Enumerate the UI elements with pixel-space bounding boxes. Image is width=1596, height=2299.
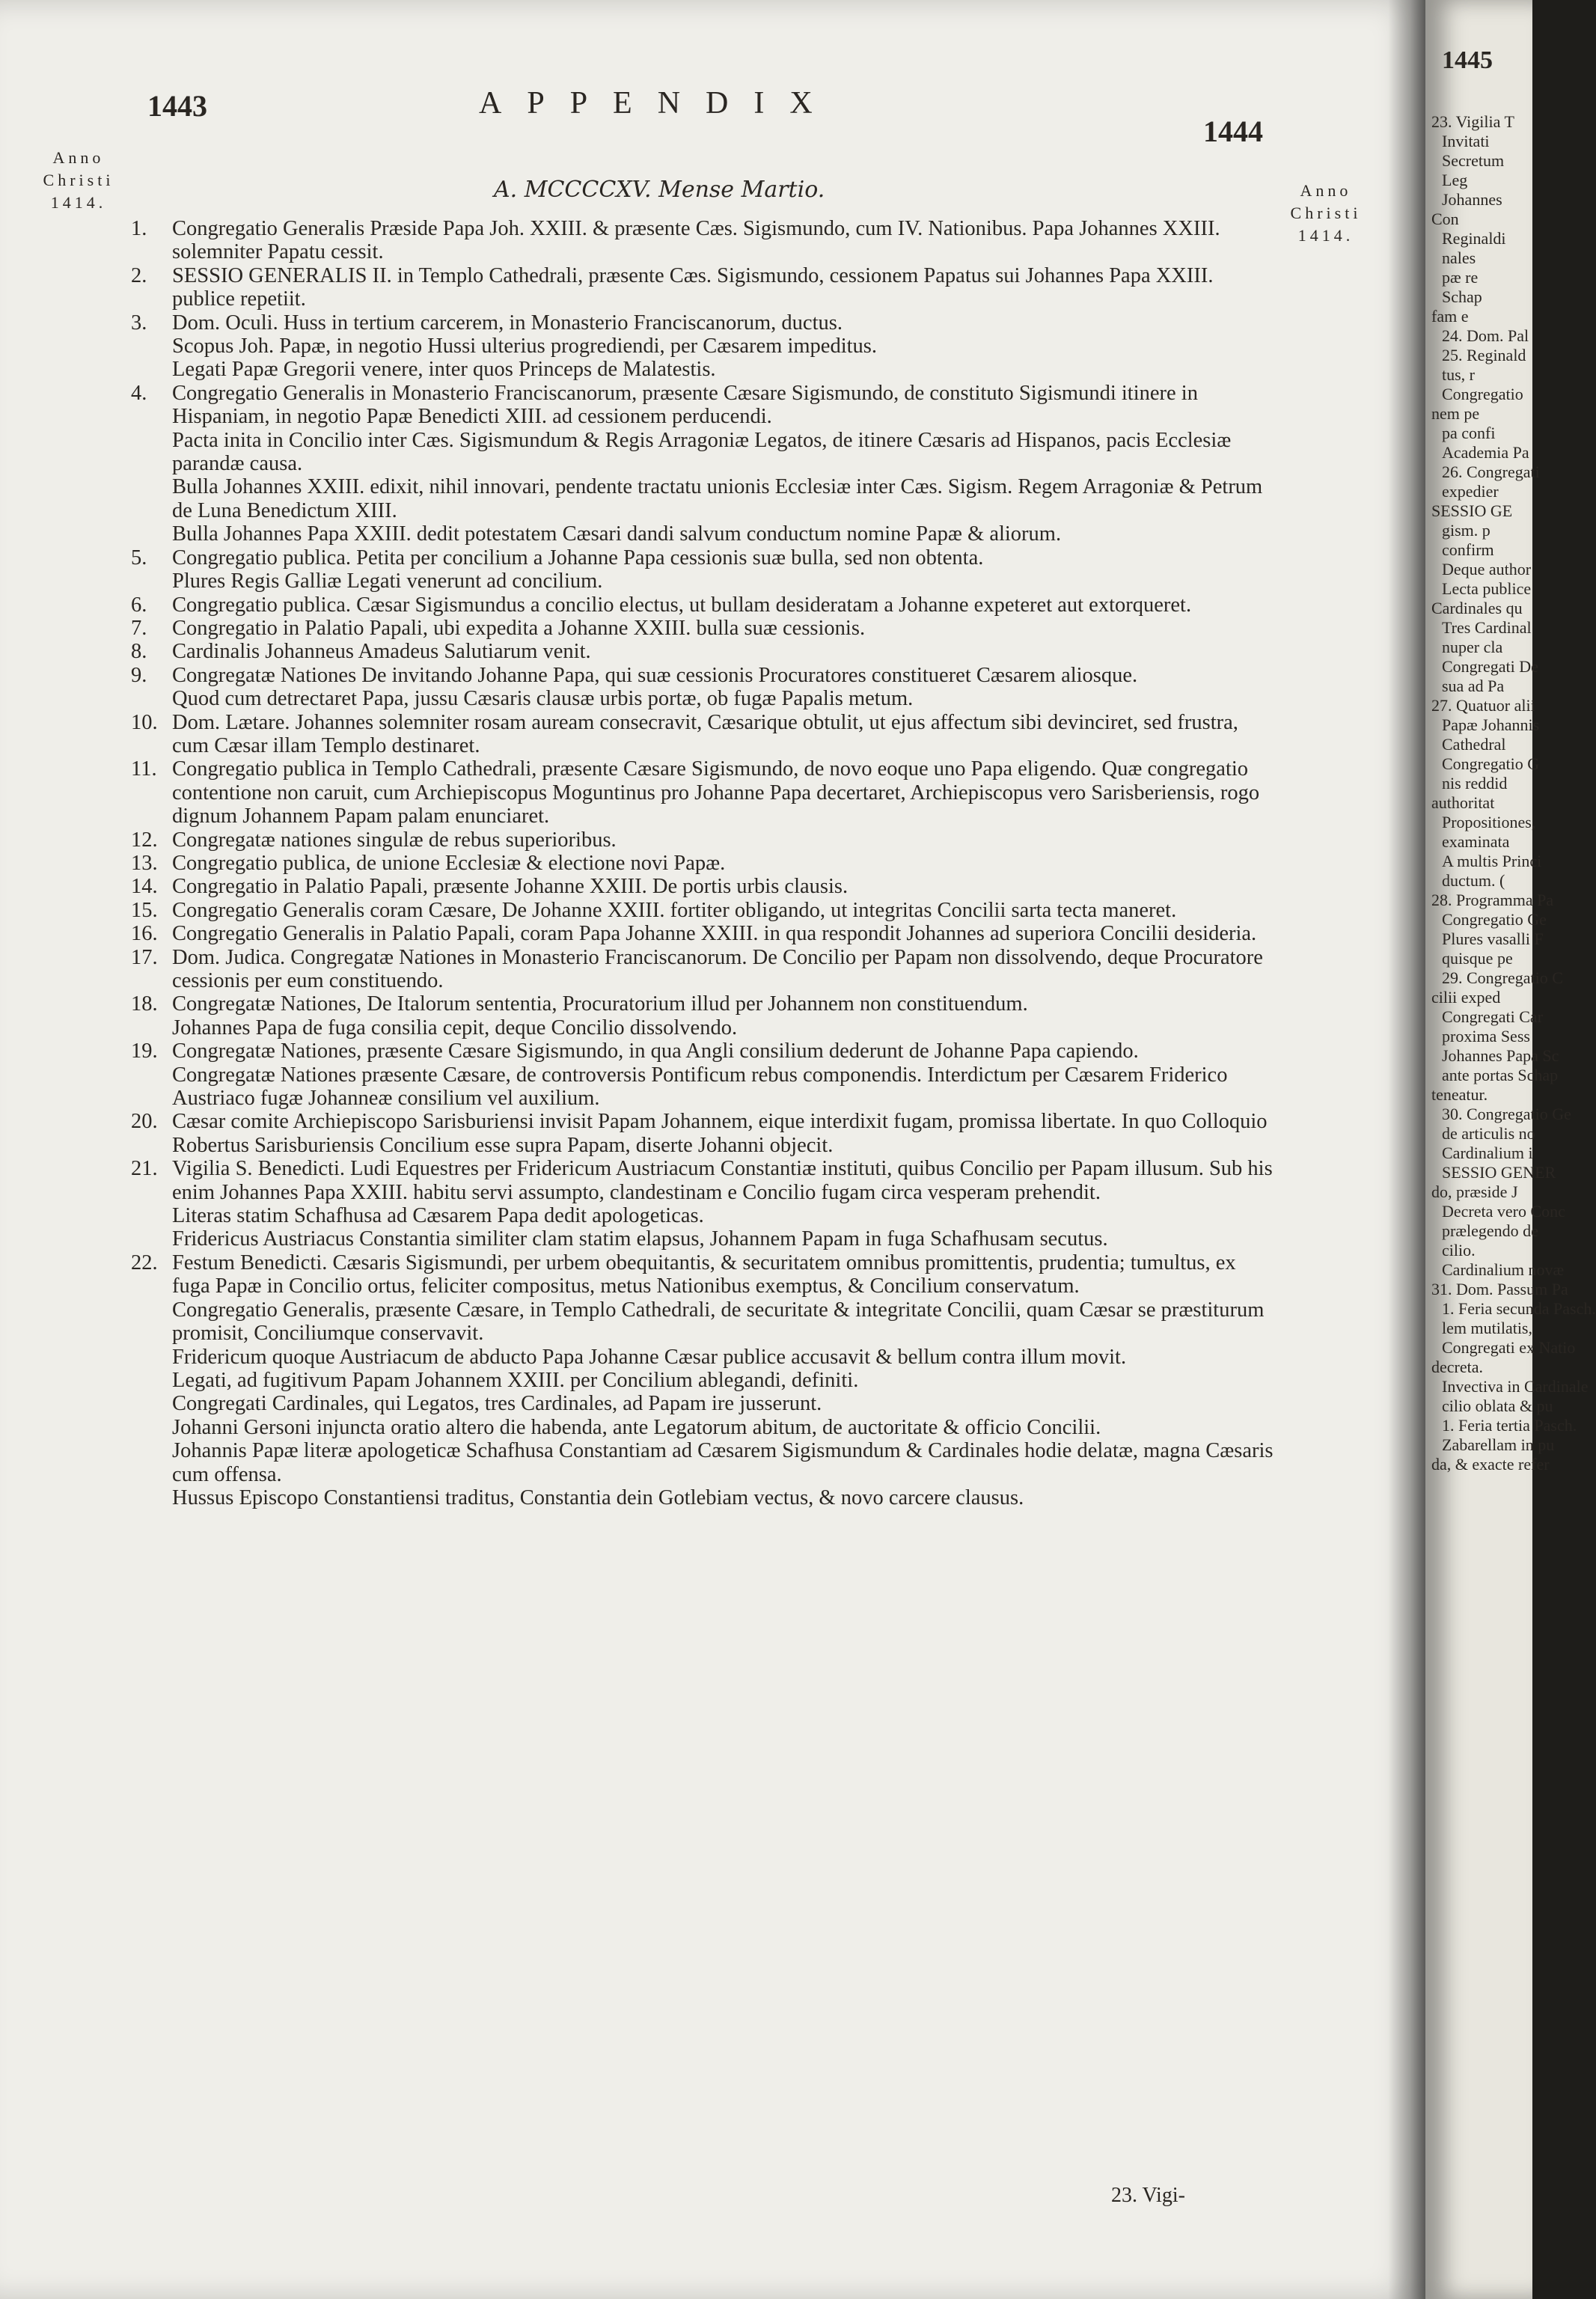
entry-text: Hussus Episcopo Constantiensi traditus, Constantia dein Gotlebiam vectus, & novo carcere clausus.	[172, 1486, 1024, 1509]
facing-line: Secretum	[1442, 151, 1505, 170]
facing-line: Leg	[1442, 171, 1468, 189]
chronicle-entry	[131, 664, 1276, 687]
entry-text: Cæsar comite Archiepiscopo Sarisburiensi invisit Papam Johannem, eique interdixit fugam, promissa libertate. In quo Colloquio Robertus Sarisburiensis Concilium esse supra Papam, diserte Johanni objecit.	[172, 1110, 1268, 1157]
entry-number: 3.	[131, 311, 147, 335]
entry-text: Legati, ad fugitivum Papam Johannem XXIII. per Concilium ablegandi, definiti.	[172, 1368, 859, 1392]
chronicle-entry	[131, 1016, 1276, 1039]
facing-line: proxima Sess	[1442, 1027, 1530, 1045]
entry-text: Congregatio Generalis, præsente Cæsare, in Templo Cathedrali, de securitate & integritate Concilii, quam Cæsar se præstiturum promisit, Conciliumque conservavit.	[172, 1298, 1265, 1346]
chronicle-entry	[131, 1392, 1276, 1415]
entry-number: 12.	[131, 828, 158, 852]
facing-line: Congregatio	[1442, 385, 1523, 403]
entry-text: Congregatio Generalis in Monasterio Franciscanorum, præsente Cæsare Sigismundo, de constituto Sigismundi itinere in Hispaniam, in negotio Papæ Benedicti XIII. ad cessionem perducendi.	[172, 381, 1198, 429]
chronicle-entry	[131, 640, 1276, 663]
facing-page	[1425, 0, 1596, 2299]
entry-number: 11.	[131, 757, 157, 781]
facing-line: cilii exped	[1431, 988, 1501, 1007]
entry-text: Congregatio publica. Cæsar Sigismundus a concilio electus, ut bullam desideratam a Johanne expeteret aut extorqueret.	[172, 593, 1192, 617]
facing-line: Congregati ex Natio	[1442, 1338, 1576, 1357]
margin-year-left	[34, 147, 123, 214]
entry-text: Congregatæ Nationes, præsente Cæsare Sigismundo, in qua Angli consilium dederunt de Johanne Papa capiendo.	[172, 1039, 1139, 1063]
facing-line: confirm	[1442, 540, 1494, 559]
facing-line: fam e	[1431, 307, 1469, 326]
entry-number: 4.	[131, 381, 147, 405]
anno-label: Anno	[1300, 181, 1352, 200]
facing-line: teneatur.	[1431, 1085, 1488, 1104]
running-title: APPENDIX	[479, 86, 838, 120]
chronicle-entry	[131, 570, 1276, 593]
entry-number: 2.	[131, 263, 147, 287]
chronicle-entry	[131, 335, 1276, 358]
facing-line: decreta.	[1431, 1358, 1483, 1376]
facing-line: Congregatio Ge	[1442, 910, 1547, 929]
chronicle-entry	[131, 946, 1276, 993]
margin-year-right	[1281, 180, 1371, 247]
facing-line: Invitati	[1442, 132, 1490, 150]
facing-line: 27. Quatuor alii	[1431, 696, 1535, 715]
chronicle-entry	[131, 1439, 1276, 1486]
facing-line: Congregatio G	[1442, 754, 1540, 773]
facing-line: 24. Dom. Pal	[1442, 326, 1529, 345]
entry-text: Scopus Joh. Papæ, in negotio Hussi ulterius progrediendi, per Cæsarem impeditus.	[172, 335, 878, 358]
chronicle-entry	[131, 992, 1276, 1016]
entry-text: Cardinalis Johanneus Amadeus Salutiarum venit.	[172, 640, 591, 664]
entry-text: Congregatio Generalis coram Cæsare, De Johanne XXIII. fortiter obligando, ut integritas Concilii sarta tecta maneret.	[172, 898, 1177, 922]
christi-label: Christi	[43, 171, 114, 189]
entry-text: Fridericus Austriacus Constantia similiter clam statim elapsus, Johannem Papam in fuga Schafhusam secutus.	[172, 1227, 1108, 1251]
facing-line: Lecta publice	[1442, 579, 1532, 598]
facing-line: Johannes Papa Sc	[1442, 1046, 1559, 1065]
facing-line: Reginaldi	[1442, 229, 1506, 248]
chronicle-entry	[131, 311, 1276, 335]
entry-text: Congregatæ Nationes, De Italorum sententia, Procuratorium illud per Johannem non constituendum.	[172, 992, 1028, 1016]
entry-text: Congregatio publica. Petita per concilium a Johanne Papa cessionis suæ bulla, sed non obtenta.	[172, 546, 984, 570]
anno-label: Anno	[52, 148, 105, 167]
chronicle-entry	[131, 217, 1276, 264]
entry-text: Quod cum detrectaret Papa, jussu Cæsaris clausæ urbis portæ, ob fugæ Papalis metum.	[172, 687, 914, 711]
entry-text: Congregatio in Palatio Papali, ubi expedita a Johanne XXIII. bulla suæ cessionis.	[172, 616, 866, 640]
facing-line: Con	[1431, 210, 1459, 228]
facing-line: 23. Vigilia T	[1431, 112, 1514, 131]
entry-number: 10.	[131, 710, 158, 734]
chronicle-entry	[131, 1298, 1276, 1346]
date-heading: A. MCCCCXV. Mense Martio.	[494, 177, 825, 203]
facing-line: 1. Feria tertia Pasch.	[1442, 1416, 1577, 1435]
facing-line: ante portas Schap	[1442, 1066, 1559, 1084]
facing-line: pæ re	[1442, 268, 1479, 287]
facing-line: Cardinales qu	[1431, 599, 1523, 617]
entry-text: Congregati Cardinales, qui Legatos, tres Cardinales, ad Papam ire jusserunt.	[172, 1392, 822, 1416]
chronicle-entries	[131, 217, 1276, 1509]
facing-line: Invectiva in Cardinale	[1442, 1377, 1589, 1396]
facing-line: Propositiones,	[1442, 813, 1536, 831]
entry-number: 7.	[131, 616, 147, 640]
entry-text: Dom. Judica. Congregatæ Nationes in Monasterio Franciscanorum. De Concilio per Papam non dissolvendo, deque Procuratore cessionis per eum constituendo.	[172, 945, 1263, 992]
chronicle-entry	[131, 1369, 1276, 1392]
entry-number: 18.	[131, 992, 158, 1016]
entry-number: 22.	[131, 1251, 158, 1274]
entry-number: 14.	[131, 875, 158, 899]
facing-line: nuper cla	[1442, 638, 1503, 656]
entry-text: Bulla Johannes Papa XXIII. dedit potestatem Cæsari dandi salvum conductum nomine Papæ & aliorum.	[172, 522, 1062, 546]
chronicle-entry	[131, 1110, 1276, 1157]
entry-text: Johannes Papa de fuga consilia cepit, deque Concilio dissolvendo.	[172, 1016, 738, 1039]
facing-text	[1431, 112, 1596, 1474]
facing-line: Cardinalium i	[1442, 1144, 1533, 1162]
chronicle-entry	[131, 429, 1276, 476]
facing-line: Cardinalium novæ	[1442, 1260, 1565, 1279]
facing-line: Congregati Car	[1442, 1007, 1544, 1026]
catchword: 23. Vigi-	[1111, 2184, 1185, 2207]
facing-line: pa confi	[1442, 424, 1496, 442]
facing-line: 31. Dom. Passum Pa	[1431, 1280, 1568, 1298]
entry-text: Dom. Oculi. Huss in tertium carcerem, in Monasterio Franciscanorum, ductus.	[172, 311, 843, 335]
chronicle-entry	[131, 757, 1276, 828]
entry-text: Congregatæ nationes singulæ de rebus superioribus.	[172, 828, 617, 852]
facing-line: ductum. (	[1442, 871, 1505, 890]
facing-line: authoritat	[1431, 793, 1495, 812]
chronicle-entry	[131, 382, 1276, 429]
facing-column-number: 1445	[1442, 46, 1493, 74]
facing-line: Cathedral	[1442, 735, 1506, 754]
facing-line: cilio.	[1442, 1241, 1476, 1260]
chronicle-entry	[131, 358, 1276, 381]
column-number-left: 1443	[147, 89, 207, 123]
chronicle-entry	[131, 828, 1276, 852]
facing-line: Schap	[1442, 287, 1482, 306]
chronicle-entry	[131, 875, 1276, 898]
christi-label: Christi	[1290, 204, 1362, 222]
chronicle-entry	[131, 264, 1276, 311]
facing-line: expedier	[1442, 482, 1499, 501]
entry-text: SESSIO GENERALIS II. in Templo Cathedrali, præsente Cæs. Sigismundo, cessionem Papatus sui Johannes Papa XXIII. publice repetiit.	[172, 263, 1214, 311]
entry-text: Congregatio publica, de unione Ecclesiæ & electione novi Papæ.	[172, 851, 726, 875]
facing-line: examinata	[1442, 832, 1510, 851]
entry-number: 5.	[131, 546, 147, 570]
entry-number: 17.	[131, 945, 158, 969]
facing-line: 30. Congregatio Ge	[1442, 1105, 1571, 1123]
entry-text: Congregatio Generalis in Palatio Papali, coram Papa Johanne XXIII. in qua respondit Johannes ad superiora Concilii desideria.	[172, 922, 1257, 946]
facing-line: sua ad Pa	[1442, 677, 1505, 695]
facing-line: da, & exacte refer	[1431, 1455, 1550, 1474]
entry-text: Festum Benedicti. Cæsaris Sigismundi, per urbem obequitantis, & securitatem omnibus promittentis, prudentia; tumultus, ex fuga Papæ in Concilio ortus, feliciter compositus, metus Nationibus exemptus, & Concilium conservatum.	[172, 1251, 1236, 1298]
facing-line: 28. Programma Pa	[1431, 891, 1554, 909]
facing-line: do, præside J	[1431, 1182, 1518, 1201]
year-label: 1414.	[1297, 226, 1354, 245]
chronicle-entry	[131, 546, 1276, 570]
facing-line: Deque author	[1442, 560, 1532, 578]
entry-number: 1.	[131, 217, 147, 240]
facing-line: Johannes	[1442, 190, 1502, 209]
facing-line: prælegendo de	[1442, 1221, 1538, 1240]
chronicle-entry	[131, 1346, 1276, 1369]
facing-line: gism. p	[1442, 521, 1490, 540]
entry-number: 15.	[131, 898, 158, 922]
chronicle-entry	[131, 1486, 1276, 1509]
chronicle-entry	[131, 922, 1276, 945]
facing-line: 29. Congregatio C	[1442, 968, 1563, 987]
entry-number: 6.	[131, 593, 147, 617]
entry-text: Fridericum quoque Austriacum de abducto Papa Johanne Cæsar publice accusavit & bellum contra illum movit.	[172, 1345, 1127, 1369]
entry-text: Pacta inita in Concilio inter Cæs. Sigismundum & Regis Arragoniæ Legatos, de itinere Cæsaris ad Hispanos, pacis Ecclesiæ parandæ causa.	[172, 428, 1232, 476]
entry-number: 19.	[131, 1039, 158, 1063]
entry-number: 13.	[131, 851, 158, 875]
entry-text: Vigilia S. Benedicti. Ludi Equestres per Fridericum Austriacum Constantiæ instituti, quibus Concilio per Papam illusum. Sub his enim Johannes Papa XXIII. habitu servi assumpto, clandestinam e Concilio fugam circa vesperam prehendit.	[172, 1157, 1273, 1204]
entry-text: Plures Regis Galliæ Legati venerunt ad concilium.	[172, 570, 603, 593]
facing-line: 25. Reginald	[1442, 346, 1526, 364]
chronicle-entry	[131, 1039, 1276, 1063]
entry-text: Congregatæ Nationes De invitando Johanne Papa, qui suæ cessionis Procuratores constitueret Cæsarem aliosque.	[172, 663, 1138, 687]
entry-number: 9.	[131, 663, 147, 687]
entry-number: 8.	[131, 640, 147, 664]
facing-line: nis reddid	[1442, 774, 1508, 793]
entry-text: Congregatio in Palatio Papali, præsente Johanne XXIII. De portis urbis clausis.	[172, 875, 849, 899]
facing-line: Papæ Johannis	[1442, 715, 1540, 734]
chronicle-entry	[131, 617, 1276, 640]
facing-line: A multis Princi	[1442, 852, 1542, 870]
entry-text: Literas statim Schafhusa ad Cæsarem Papa dedit apologeticas.	[172, 1204, 704, 1228]
entry-number: 21.	[131, 1157, 158, 1181]
entry-text: Congregatio publica in Templo Cathedrali, præsente Cæsare Sigismundo, de novo eoque uno Papa eligendo. Quæ congregatio contentione non caruit, cum Archiepiscopus Moguntinus pro Johanne Papa decertaret, Archiepiscopus vero Sarisberiensis, rogo dignum Johannem Papam palam enunciaret.	[172, 757, 1260, 828]
entry-text: Johannis Papæ literæ apologeticæ Schafhusa Constantiam ad Cæsarem Sigismundum & Cardinales hodie delatæ, magna Cæsaris cum offensa.	[172, 1439, 1274, 1486]
year-label: 1414.	[50, 193, 107, 212]
facing-line: Congregati De	[1442, 657, 1538, 676]
chronicle-entry	[131, 687, 1276, 710]
facing-line: nem pe	[1431, 404, 1480, 423]
entry-number: 16.	[131, 922, 158, 946]
facing-line: quisque pe	[1442, 949, 1513, 968]
facing-line: Academia Pa	[1442, 443, 1529, 462]
chronicle-entry	[131, 1204, 1276, 1227]
facing-line: de articulis no	[1442, 1124, 1535, 1143]
facing-line: 1. Feria secunda Pasch.	[1442, 1299, 1596, 1318]
entry-text: Dom. Lætare. Johannes solemniter rosam auream consecravit, Cæsarique obtulit, ut ejus affectum sibi devinciret, sed frustra, cum Cæsar illam Templo destinaret.	[172, 710, 1238, 757]
entry-text: Johanni Gersoni injuncta oratio altero die habenda, ante Legatorum abitum, de auctoritate & officio Concilii.	[172, 1415, 1101, 1439]
chronicle-entry	[131, 593, 1276, 617]
chronicle-entry	[131, 475, 1276, 522]
chronicle-entry	[131, 522, 1276, 546]
facing-line: nales	[1442, 248, 1476, 267]
book-gutter	[1388, 0, 1425, 2299]
chronicle-entry	[131, 1227, 1276, 1251]
facing-line: tus, r	[1442, 365, 1475, 384]
chronicle-entry	[131, 711, 1276, 758]
entry-number: 20.	[131, 1110, 158, 1134]
entry-text: Congregatio Generalis Præside Papa Joh. XXIII. & præsente Cæs. Sigismundo, cum IV. Nationibus. Papa Johannes XXIII. solemniter Papatu cessit.	[172, 217, 1220, 264]
chronicle-entry	[131, 1157, 1276, 1204]
entry-text: Congregatæ Nationes præsente Cæsare, de controversis Pontificum rebus componendis. Interdictum per Cæsarem Friderico Austriaco fugæ Johanneæ consilium vel auxilium.	[172, 1063, 1228, 1111]
entry-text: Bulla Johannes XXIII. edixit, nihil innovari, pendente tractatu unionis Ecclesiæ inter Cæs. Sigism. Regem Arragoniæ & Petrum de Luna Benedictum XIII.	[172, 475, 1263, 522]
facing-line: 26. Congregati	[1442, 462, 1540, 481]
chronicle-entry	[131, 899, 1276, 922]
facing-line: cilio oblata & pu	[1442, 1396, 1553, 1415]
facing-line: lem mutilatis,	[1442, 1319, 1532, 1337]
chronicle-entry	[131, 852, 1276, 875]
chronicle-entry	[131, 1251, 1276, 1298]
chronicle-entry	[131, 1416, 1276, 1439]
facing-line: SESSIO GENER	[1442, 1163, 1556, 1182]
facing-line: Zabarellam in pu	[1442, 1435, 1555, 1454]
facing-line: Decreta vero Conc	[1442, 1202, 1565, 1221]
column-number-right: 1444	[1203, 115, 1263, 148]
facing-line: SESSIO GE	[1431, 501, 1513, 520]
facing-line: Tres Cardinal	[1442, 618, 1532, 637]
entry-text: Legati Papæ Gregorii venere, inter quos Princeps de Malatestis.	[172, 358, 716, 382]
chronicle-entry	[131, 1063, 1276, 1111]
facing-line: Plures vasalli F	[1442, 929, 1544, 948]
